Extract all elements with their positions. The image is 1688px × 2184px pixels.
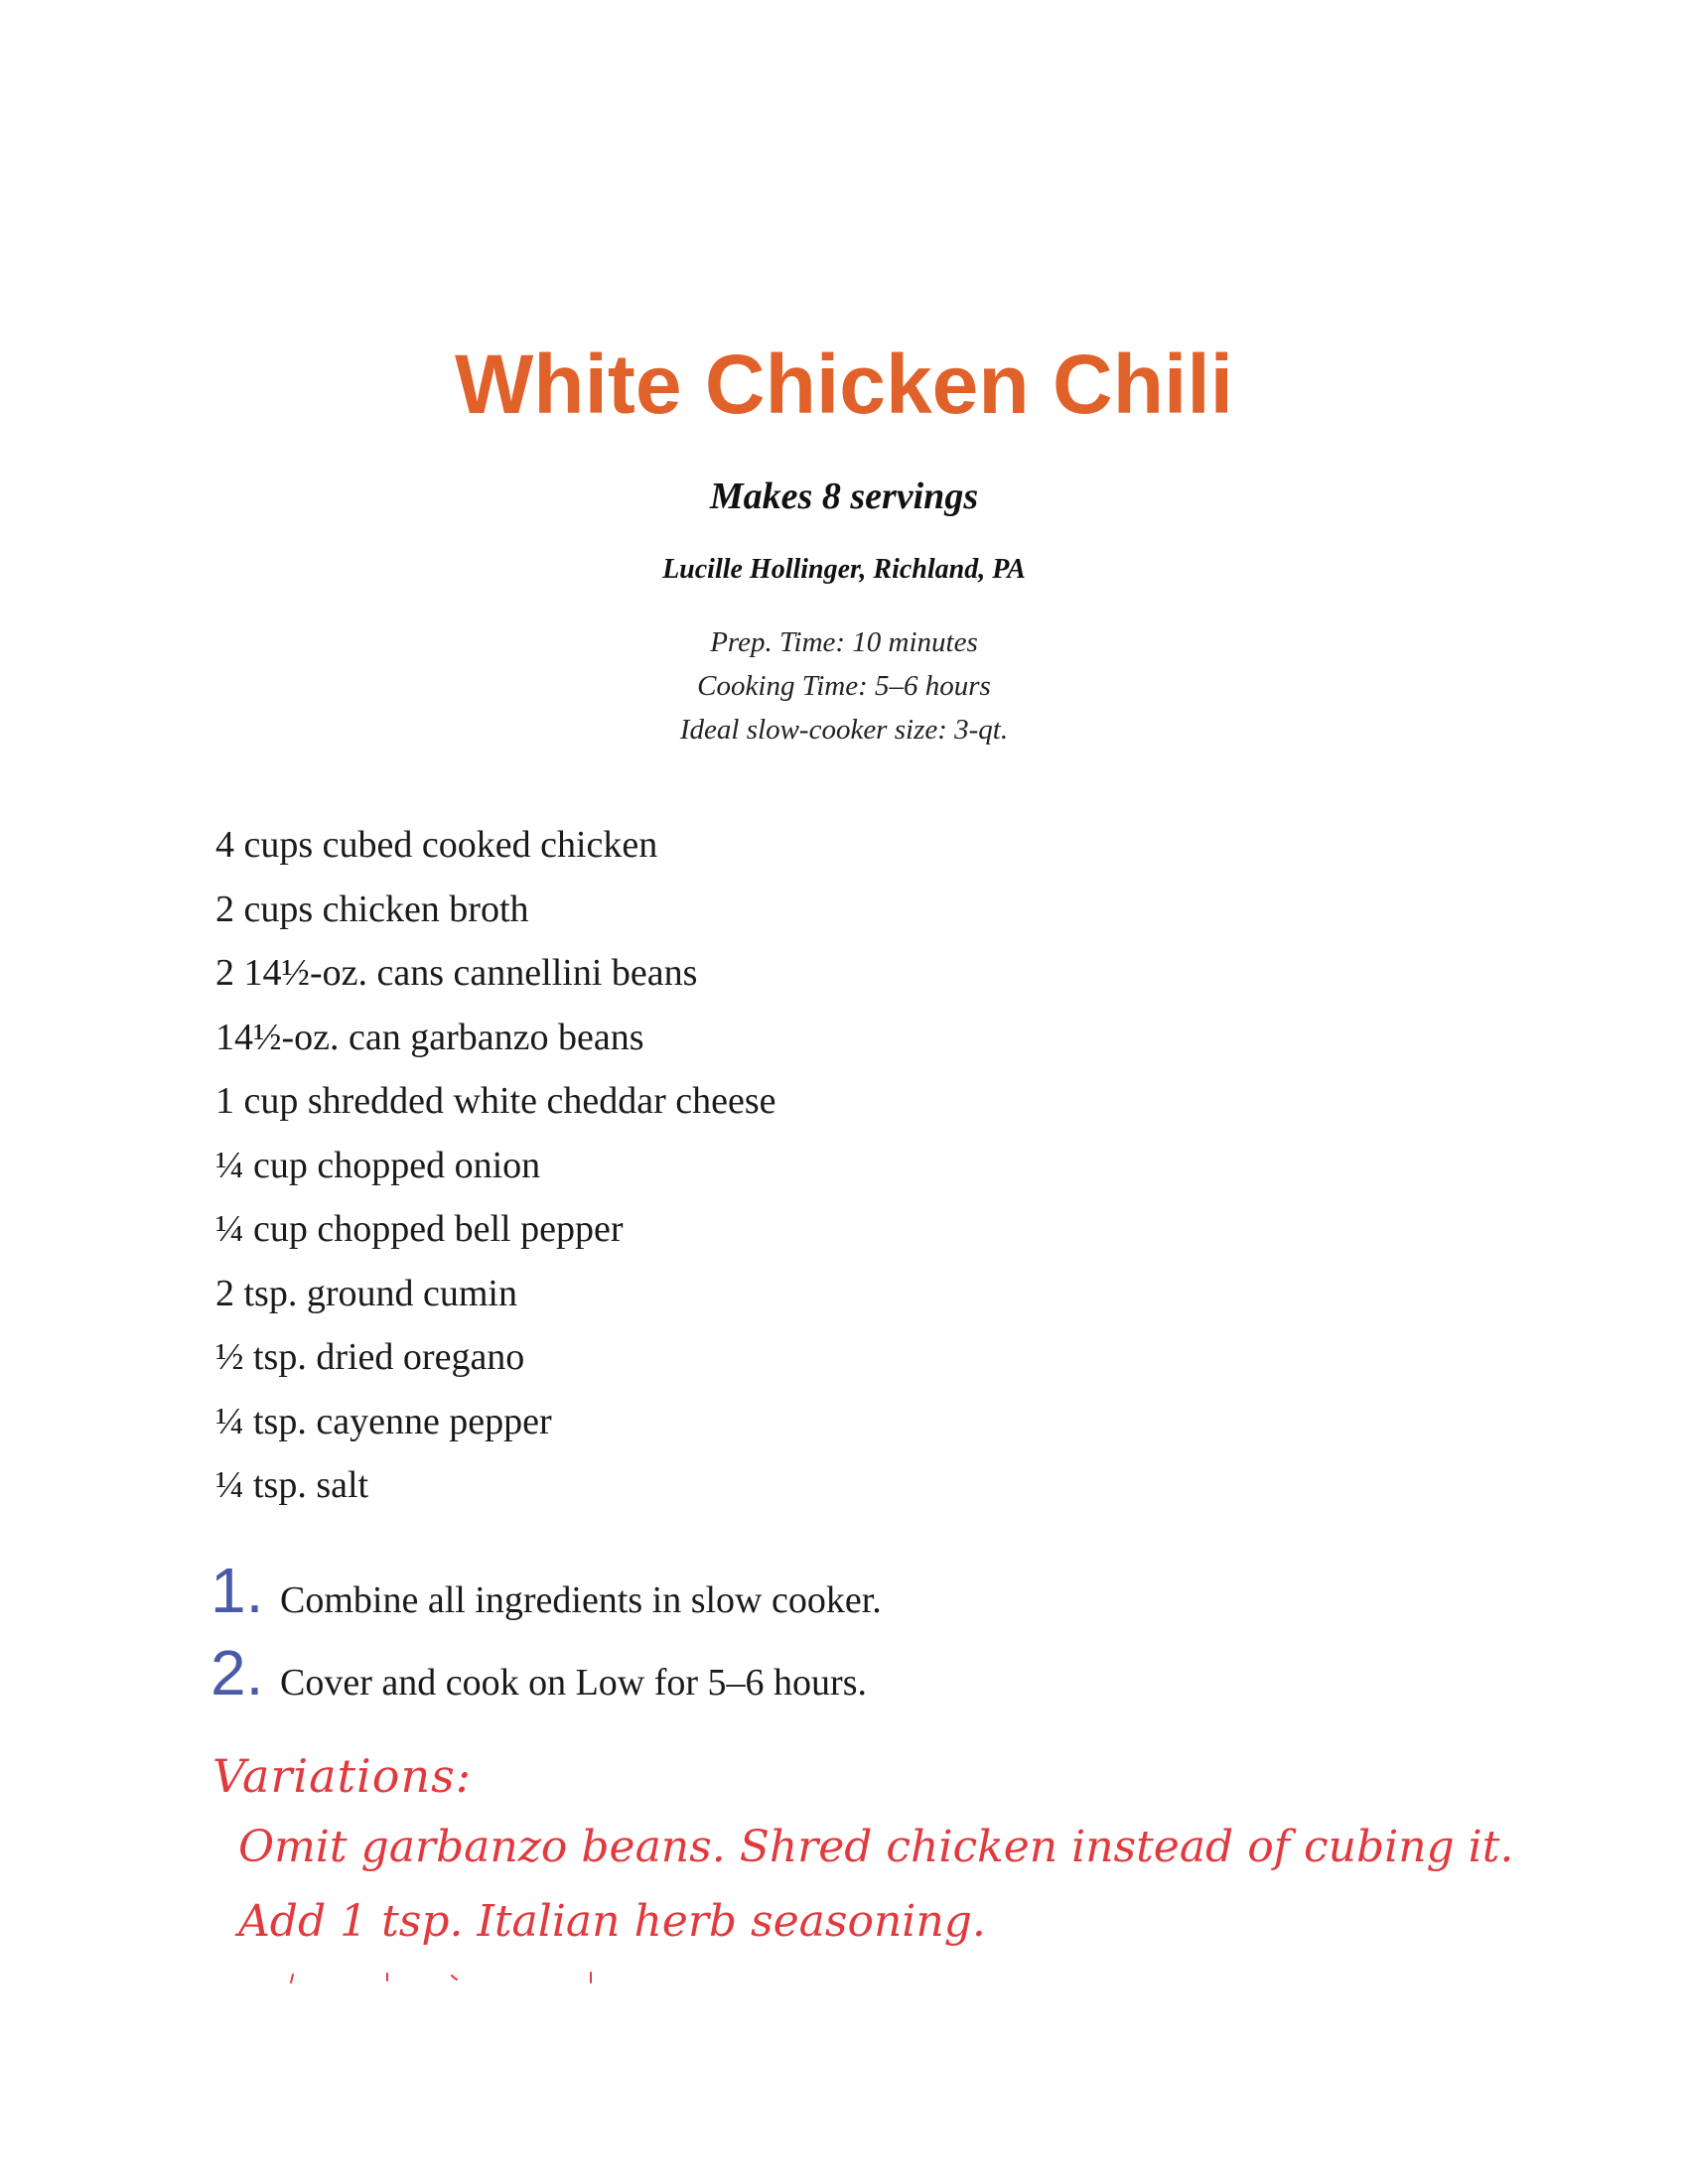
ingredient-item: 2 cups chicken broth [215, 887, 529, 930]
ingredient-item: ½ tsp. dried oregano [215, 1336, 525, 1378]
prep-time: Prep. Time: 10 minutes [710, 626, 978, 658]
ingredient-item: ¼ cup chopped onion [215, 1144, 541, 1186]
instruction-steps [211, 1555, 882, 1723]
ingredient-item: ¼ cup chopped bell pepper [215, 1208, 624, 1250]
step-number: 2. [211, 1637, 264, 1708]
recipe-times [0, 620, 1688, 751]
ingredient-item: ¼ tsp. salt [215, 1464, 369, 1506]
instruction-step [211, 1555, 882, 1641]
step-text: Combine all ingredients in slow cooker. [280, 1579, 882, 1621]
recipe-author: Lucille Hollinger, Richland, PA [662, 554, 1026, 585]
handwriting-descender-marks [238, 1971, 655, 1990]
ingredient-item: 2 tsp. ground cumin [215, 1272, 517, 1314]
handwritten-variation-line: Add 1 tsp. Italian herb seasoning. [238, 1896, 986, 1947]
handwritten-variation-line: Omit garbanzo beans. Shred chicken instead of cubing it. [238, 1822, 1514, 1872]
ingredient-item: 2 14½-oz. cans cannellini beans [215, 952, 698, 994]
cooking-time: Cooking Time: 5–6 hours [697, 670, 991, 702]
ingredient-item: ¼ tsp. cayenne pepper [215, 1400, 552, 1442]
step-text: Cover and cook on Low for 5–6 hours. [280, 1662, 868, 1704]
servings-yield: Makes 8 servings [709, 476, 979, 517]
recipe-title: White Chicken Chili [454, 338, 1234, 431]
ingredient-item: 1 cup shredded white cheddar cheese [215, 1080, 776, 1122]
handwritten-variations-heading: Variations: [212, 1749, 473, 1803]
instruction-step [211, 1637, 882, 1723]
step-number: 1. [211, 1555, 264, 1626]
ingredient-list [215, 819, 775, 1524]
ingredient-item: 14½-oz. can garbanzo beans [215, 1016, 644, 1058]
cooker-size: Ideal slow-cooker size: 3-qt. [679, 714, 1009, 746]
ingredient-item: 4 cups cubed cooked chicken [215, 824, 658, 866]
